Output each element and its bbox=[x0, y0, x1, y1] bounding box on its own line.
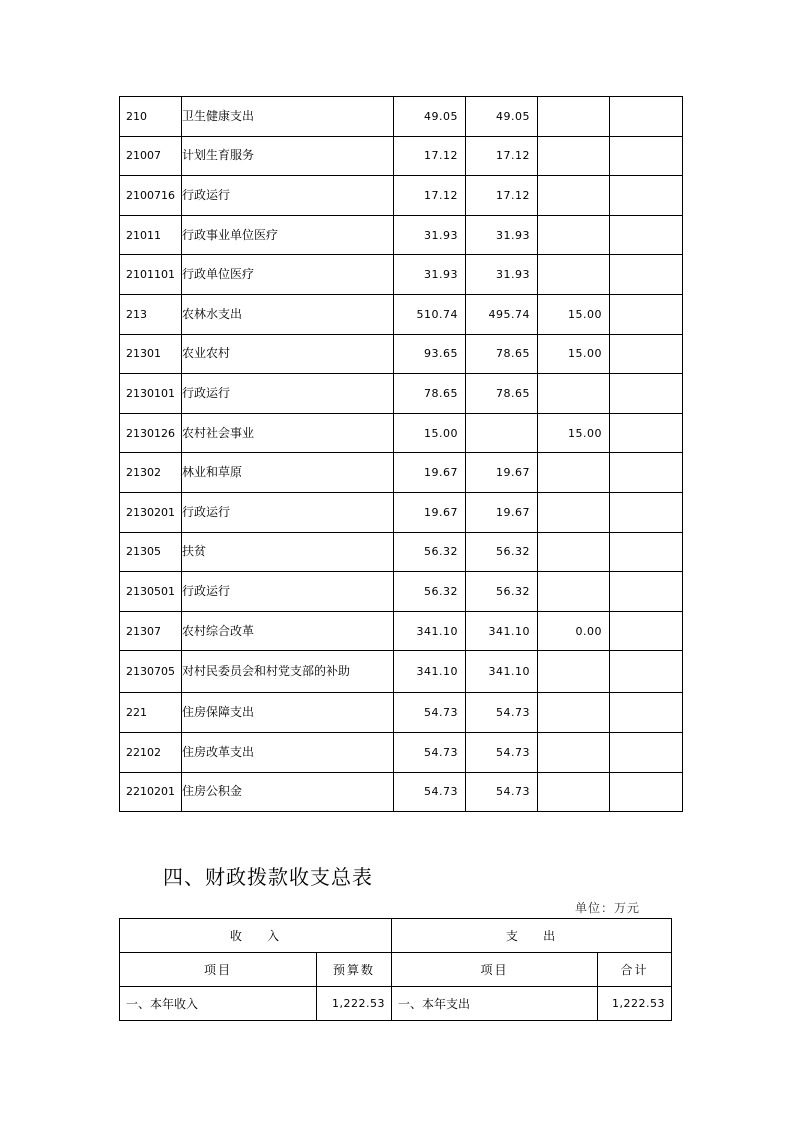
row-value-total: 54.73 bbox=[394, 732, 466, 772]
row-value-basic: 19.67 bbox=[466, 453, 538, 493]
row-value-basic: 341.10 bbox=[466, 651, 538, 693]
row-name: 农村综合改革 bbox=[182, 611, 394, 651]
table-row bbox=[120, 772, 683, 812]
row-code: 21307 bbox=[120, 611, 182, 651]
row-name: 林业和草原 bbox=[182, 453, 394, 493]
expenditure-table-body bbox=[120, 97, 683, 812]
row-code: 2130126 bbox=[120, 413, 182, 453]
row-value-project bbox=[538, 136, 610, 176]
row-code: 22102 bbox=[120, 732, 182, 772]
row-value-basic: 17.12 bbox=[466, 136, 538, 176]
row-value-other bbox=[610, 772, 683, 812]
expense-item: 一、本年支出 bbox=[392, 987, 598, 1021]
row-value-total: 54.73 bbox=[394, 693, 466, 733]
row-value-total: 56.32 bbox=[394, 572, 466, 612]
row-code: 2101101 bbox=[120, 255, 182, 295]
row-value-other bbox=[610, 693, 683, 733]
row-value-basic: 78.65 bbox=[466, 374, 538, 414]
table-row bbox=[120, 572, 683, 612]
row-value-other bbox=[610, 294, 683, 334]
table-row bbox=[120, 651, 683, 693]
row-value-basic: 56.32 bbox=[466, 572, 538, 612]
row-value-total: 19.67 bbox=[394, 453, 466, 493]
row-code: 21011 bbox=[120, 215, 182, 255]
row-value-project bbox=[538, 651, 610, 693]
row-value-basic: 56.32 bbox=[466, 532, 538, 572]
row-value-other bbox=[610, 651, 683, 693]
row-value-other bbox=[610, 732, 683, 772]
table-header-row bbox=[120, 919, 672, 953]
table-row bbox=[120, 374, 683, 414]
row-name: 扶贫 bbox=[182, 532, 394, 572]
row-value-project bbox=[538, 255, 610, 295]
row-value-total: 341.10 bbox=[394, 651, 466, 693]
table-row bbox=[120, 255, 683, 295]
row-value-project bbox=[538, 572, 610, 612]
row-value-other bbox=[610, 413, 683, 453]
row-value-project: 15.00 bbox=[538, 413, 610, 453]
row-name: 卫生健康支出 bbox=[182, 97, 394, 137]
row-code: 221 bbox=[120, 693, 182, 733]
col-item-expense: 项目 bbox=[392, 953, 598, 987]
table-row bbox=[120, 97, 683, 137]
row-code: 2100716 bbox=[120, 176, 182, 216]
row-value-total: 15.00 bbox=[394, 413, 466, 453]
row-value-basic: 17.12 bbox=[466, 176, 538, 216]
row-name: 住房保障支出 bbox=[182, 693, 394, 733]
row-value-other bbox=[610, 374, 683, 414]
row-value-basic: 54.73 bbox=[466, 732, 538, 772]
row-name: 计划生育服务 bbox=[182, 136, 394, 176]
unit-label: 单位：万元 bbox=[575, 901, 641, 915]
row-name: 行政事业单位医疗 bbox=[182, 215, 394, 255]
row-name: 行政单位医疗 bbox=[182, 255, 394, 295]
table-row bbox=[120, 215, 683, 255]
row-value-basic: 49.05 bbox=[466, 97, 538, 137]
row-value-project bbox=[538, 772, 610, 812]
row-value-project: 15.00 bbox=[538, 334, 610, 374]
row-value-other bbox=[610, 453, 683, 493]
row-code: 210 bbox=[120, 97, 182, 137]
row-value-project bbox=[538, 732, 610, 772]
row-value-basic: 495.74 bbox=[466, 294, 538, 334]
row-value-basic: 341.10 bbox=[466, 611, 538, 651]
row-name: 农业农村 bbox=[182, 334, 394, 374]
row-value-total: 19.67 bbox=[394, 492, 466, 532]
row-code: 21007 bbox=[120, 136, 182, 176]
row-value-total: 17.12 bbox=[394, 176, 466, 216]
col-budget: 预算数 bbox=[317, 953, 392, 987]
row-value-basic: 31.93 bbox=[466, 215, 538, 255]
table-row bbox=[120, 453, 683, 493]
row-code: 2130501 bbox=[120, 572, 182, 612]
row-value-total: 56.32 bbox=[394, 532, 466, 572]
row-value-basic: 19.67 bbox=[466, 492, 538, 532]
expense-value: 1,222.53 bbox=[598, 987, 672, 1021]
row-name: 农林水支出 bbox=[182, 294, 394, 334]
row-value-basic bbox=[466, 413, 538, 453]
table-row bbox=[120, 294, 683, 334]
row-code: 213 bbox=[120, 294, 182, 334]
row-value-basic: 54.73 bbox=[466, 772, 538, 812]
row-value-basic: 31.93 bbox=[466, 255, 538, 295]
row-value-project bbox=[538, 492, 610, 532]
row-value-project: 0.00 bbox=[538, 611, 610, 651]
table-row bbox=[120, 136, 683, 176]
row-name: 行政运行 bbox=[182, 176, 394, 216]
row-value-total: 31.93 bbox=[394, 255, 466, 295]
row-name: 住房公积金 bbox=[182, 772, 394, 812]
table-row bbox=[120, 987, 672, 1021]
row-value-other bbox=[610, 97, 683, 137]
expense-header: 支 出 bbox=[392, 919, 672, 953]
row-value-other bbox=[610, 255, 683, 295]
row-value-other bbox=[610, 532, 683, 572]
row-value-other bbox=[610, 215, 683, 255]
table-row bbox=[120, 532, 683, 572]
col-item-income: 项目 bbox=[120, 953, 317, 987]
row-value-total: 31.93 bbox=[394, 215, 466, 255]
row-code: 21305 bbox=[120, 532, 182, 572]
col-total: 合计 bbox=[598, 953, 672, 987]
row-value-project bbox=[538, 453, 610, 493]
income-header: 收 入 bbox=[120, 919, 392, 953]
row-value-other bbox=[610, 572, 683, 612]
fiscal-appropriation-summary-table bbox=[119, 918, 672, 1021]
row-name: 对村民委员会和村党支部的补助 bbox=[182, 651, 394, 693]
row-value-basic: 78.65 bbox=[466, 334, 538, 374]
row-value-project bbox=[538, 176, 610, 216]
income-item: 一、本年收入 bbox=[120, 987, 317, 1021]
table-row bbox=[120, 334, 683, 374]
table-row bbox=[120, 492, 683, 532]
row-value-other bbox=[610, 334, 683, 374]
row-value-total: 17.12 bbox=[394, 136, 466, 176]
row-name: 行政运行 bbox=[182, 374, 394, 414]
row-value-project bbox=[538, 374, 610, 414]
row-value-other bbox=[610, 176, 683, 216]
expenditure-detail-table bbox=[119, 96, 683, 812]
row-value-total: 78.65 bbox=[394, 374, 466, 414]
row-value-total: 341.10 bbox=[394, 611, 466, 651]
table-row bbox=[120, 732, 683, 772]
table-row bbox=[120, 413, 683, 453]
table-row bbox=[120, 176, 683, 216]
row-value-project bbox=[538, 97, 610, 137]
row-code: 21302 bbox=[120, 453, 182, 493]
row-name: 行政运行 bbox=[182, 572, 394, 612]
row-name: 行政运行 bbox=[182, 492, 394, 532]
row-code: 21301 bbox=[120, 334, 182, 374]
row-value-other bbox=[610, 611, 683, 651]
row-name: 住房改革支出 bbox=[182, 732, 394, 772]
row-value-total: 93.65 bbox=[394, 334, 466, 374]
table-subheader-row bbox=[120, 953, 672, 987]
row-value-other bbox=[610, 492, 683, 532]
row-value-total: 49.05 bbox=[394, 97, 466, 137]
row-value-other bbox=[610, 136, 683, 176]
row-value-basic: 54.73 bbox=[466, 693, 538, 733]
row-code: 2130101 bbox=[120, 374, 182, 414]
row-code: 2130201 bbox=[120, 492, 182, 532]
row-value-total: 54.73 bbox=[394, 772, 466, 812]
row-name: 农村社会事业 bbox=[182, 413, 394, 453]
table-row bbox=[120, 611, 683, 651]
table-row bbox=[120, 693, 683, 733]
row-code: 2130705 bbox=[120, 651, 182, 693]
row-value-project bbox=[538, 215, 610, 255]
section-title: 四、财政拨款收支总表 bbox=[163, 865, 373, 889]
income-value: 1,222.53 bbox=[317, 987, 392, 1021]
row-value-project bbox=[538, 693, 610, 733]
row-code: 2210201 bbox=[120, 772, 182, 812]
row-value-project: 15.00 bbox=[538, 294, 610, 334]
row-value-total: 510.74 bbox=[394, 294, 466, 334]
row-value-project bbox=[538, 532, 610, 572]
